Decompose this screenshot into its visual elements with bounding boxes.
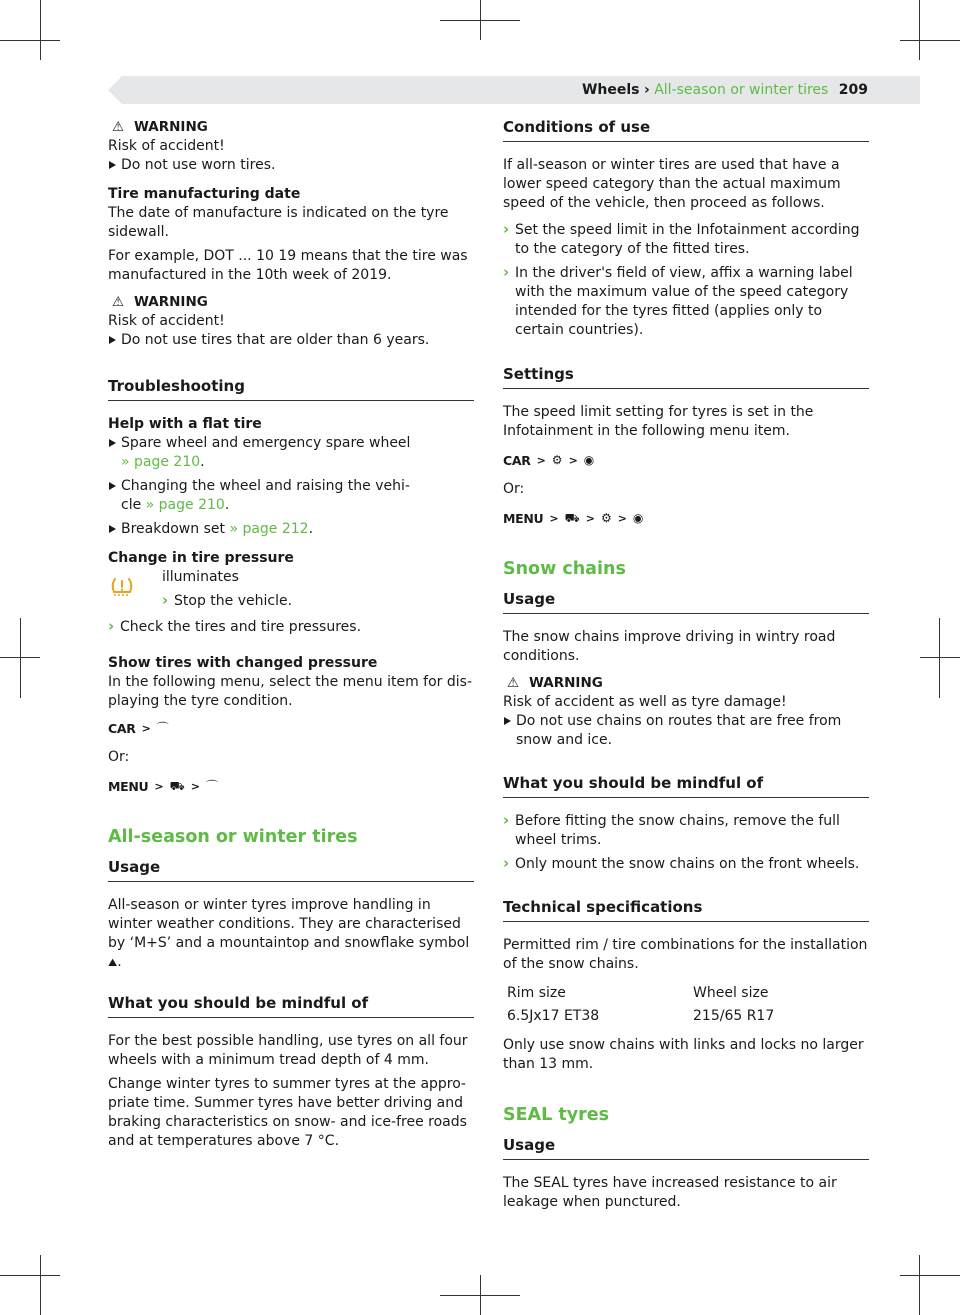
conditions-text: If all-season or winter tires are used that have a lower speed category than the actual maximum speed of the vehicle, then proceed as follows. bbox=[503, 157, 841, 211]
running-header bbox=[582, 80, 868, 100]
show-tires-title: Show tires with changed pressure bbox=[108, 655, 378, 671]
section-heading-mindful: What you should be mindful of bbox=[108, 994, 474, 1018]
warning-triangle-icon: ⚠ bbox=[112, 294, 125, 310]
illuminates-text: illuminates bbox=[162, 569, 239, 585]
usage-text: All-season or winter tyres improve handling in winter weather conditions. They are characterised by ‘M+S’ and a mountaintop and snowflake symbol ⛰. bbox=[108, 897, 470, 970]
right-column bbox=[503, 118, 869, 1212]
warning-text: Risk of accident as well as tyre damage! bbox=[503, 694, 787, 710]
list-item: Spare wheel and emergency spare wheel » page 210. bbox=[108, 434, 411, 472]
usage-text: The snow chains improve driving in wintry road conditions. bbox=[503, 629, 836, 664]
chapter-title: Snow chains bbox=[503, 559, 626, 579]
section-heading-mindful: What you should be mindful of bbox=[503, 774, 869, 798]
warning-box: ⚠ WARNING Risk of accident! Do not use worn tires. bbox=[108, 118, 474, 175]
settings-gear-icon: ⚙ bbox=[551, 453, 563, 467]
page-link[interactable]: » page 210 bbox=[121, 454, 201, 470]
crop-mark bbox=[900, 40, 960, 41]
tire-status-icon: ⌒ bbox=[156, 721, 169, 735]
warning-text: Risk of accident! bbox=[108, 138, 225, 154]
warning-box: ⚠ WARNING Risk of accident as well as tyre damage! Do not use chains on routes that are free from snow and ice. bbox=[503, 674, 869, 750]
car-icon: ⛟ bbox=[564, 511, 580, 525]
table-header: Rim size bbox=[507, 984, 566, 1001]
section-heading-usage: Usage bbox=[108, 858, 474, 882]
menu-path: MENU > ⛟ > ⚙ > ◉ bbox=[503, 511, 644, 526]
crop-mark bbox=[440, 1295, 520, 1296]
section-heading-troubleshooting: Troubleshooting bbox=[108, 377, 474, 401]
step-item: › Check the tires and tire pressures. bbox=[108, 618, 474, 637]
crop-mark bbox=[919, 1255, 920, 1315]
crop-mark bbox=[0, 40, 60, 41]
date-title: Tire manufacturing date bbox=[108, 186, 301, 202]
section-heading-usage: Usage bbox=[503, 1136, 869, 1160]
chapter-title: All-season or winter tires bbox=[108, 827, 358, 847]
or-text: Or: bbox=[503, 481, 525, 497]
show-tires-text: In the following menu, select the menu item for displaying the tyre condition. bbox=[108, 674, 472, 709]
menu-key: MENU bbox=[108, 779, 149, 794]
step-item: › Set the speed limit in the Infotainment according to the category of the fitted tires. bbox=[503, 221, 869, 259]
warning-box: ⚠ WARNING Risk of accident! Do not use tires that are older than 6 years. bbox=[108, 293, 474, 350]
page-number: 209 bbox=[838, 82, 868, 98]
menu-path: CAR > ⌒ bbox=[108, 721, 169, 736]
crop-mark bbox=[440, 20, 520, 21]
crop-mark bbox=[920, 657, 960, 658]
crop-mark bbox=[939, 618, 940, 698]
tire-status-icon: ⌒ bbox=[205, 779, 218, 793]
car-key: CAR bbox=[503, 453, 531, 468]
header-separator: › bbox=[643, 82, 650, 98]
mountain-snowflake-icon: ⛰ bbox=[108, 956, 118, 969]
page-link[interactable]: » page 210 bbox=[145, 497, 225, 513]
step-item: › Stop the vehicle. bbox=[162, 592, 292, 611]
section-heading-technical: Technical specifications bbox=[503, 898, 869, 922]
section-heading-settings: Settings bbox=[503, 365, 869, 389]
specs-table bbox=[503, 980, 778, 1026]
list-item: Breakdown set » page 212. bbox=[108, 520, 474, 539]
step-item: › Before fitting the snow chains, remove the full wheel trims. bbox=[503, 812, 869, 850]
crop-mark bbox=[0, 657, 40, 658]
warning-item: Do not use chains on routes that are free from snow and ice. bbox=[503, 712, 869, 750]
speed-limit-icon: ◉ bbox=[632, 511, 644, 525]
warning-triangle-icon: ⚠ bbox=[112, 119, 125, 135]
crop-mark bbox=[40, 0, 41, 60]
date-example: For example, DOT ... 10 19 means that the tire was manufactured in the 10th week of 2019. bbox=[108, 248, 468, 283]
menu-path: MENU > ⛟ > ⌒ bbox=[108, 779, 218, 794]
warning-item: Do not use tires that are older than 6 years. bbox=[108, 331, 474, 350]
settings-gear-icon: ⚙ bbox=[600, 511, 612, 525]
settings-text: The speed limit setting for tyres is set in the Infotainment in the following menu item. bbox=[503, 404, 814, 439]
date-text: The date of manufacture is indicated on the tyre sidewall. bbox=[108, 205, 449, 240]
warning-item: Do not use worn tires. bbox=[108, 156, 474, 175]
warning-triangle-icon: ⚠ bbox=[507, 675, 520, 691]
speed-limit-icon: ◉ bbox=[583, 453, 595, 467]
section-heading-usage: Usage bbox=[503, 590, 869, 614]
step-item: › Only mount the snow chains on the front wheels. bbox=[503, 855, 869, 874]
table-header-row bbox=[503, 980, 778, 1003]
step-item: › In the driver's field of view, affix a warning label with the maximum value of the speed category intended for the tyres fitted (applies only to certain countries). bbox=[503, 264, 869, 340]
crop-mark bbox=[919, 0, 920, 60]
flat-tire-title: Help with a flat tire bbox=[108, 416, 262, 432]
tech-text: Permitted rim / tire combinations for the installation of the snow chains. bbox=[503, 937, 868, 972]
mindful-text: Change winter tyres to summer tyres at the appropriate time. Summer tyres have better driving and braking characteristics on snow- and ice-free roads and at temperatures above 7 °C. bbox=[108, 1076, 467, 1149]
page-link[interactable]: » page 212 bbox=[229, 521, 309, 537]
crop-mark bbox=[40, 1255, 41, 1315]
crop-mark bbox=[20, 618, 21, 698]
header-section: Wheels bbox=[581, 82, 640, 98]
pressure-title: Change in tire pressure bbox=[108, 550, 294, 566]
or-text: Or: bbox=[108, 749, 130, 765]
left-column bbox=[108, 118, 474, 1151]
car-icon: ⛟ bbox=[169, 779, 185, 793]
usage-text: The SEAL tyres have increased resistance to air leakage when punctured. bbox=[503, 1175, 837, 1210]
car-key: CAR bbox=[108, 721, 136, 736]
list-item: Changing the wheel and raising the vehicle » page 210. bbox=[108, 477, 421, 515]
tech-note: Only use snow chains with links and locks no larger than 13 mm. bbox=[503, 1037, 864, 1072]
tpms-row bbox=[108, 568, 474, 610]
table-cell: 215/65 R17 bbox=[693, 1007, 775, 1024]
table-header: Wheel size bbox=[693, 984, 769, 1001]
crop-mark bbox=[0, 1275, 60, 1276]
table-row bbox=[503, 1003, 778, 1026]
chapter-title: SEAL tyres bbox=[503, 1105, 610, 1125]
warning-text: Risk of accident! bbox=[108, 313, 225, 329]
table-cell: 6.5Jx17 ET38 bbox=[507, 1007, 600, 1024]
mindful-text: For the best possible handling, use tyres on all four wheels with a minimum tread depth of 4 mm. bbox=[108, 1033, 468, 1068]
crop-mark bbox=[900, 1275, 960, 1276]
menu-path: CAR > ⚙ > ◉ bbox=[503, 453, 595, 468]
menu-key: MENU bbox=[503, 511, 544, 526]
header-subsection: All-season or winter tires bbox=[654, 82, 829, 98]
section-heading-conditions: Conditions of use bbox=[503, 118, 869, 142]
tire-pressure-warning-icon bbox=[110, 576, 134, 598]
